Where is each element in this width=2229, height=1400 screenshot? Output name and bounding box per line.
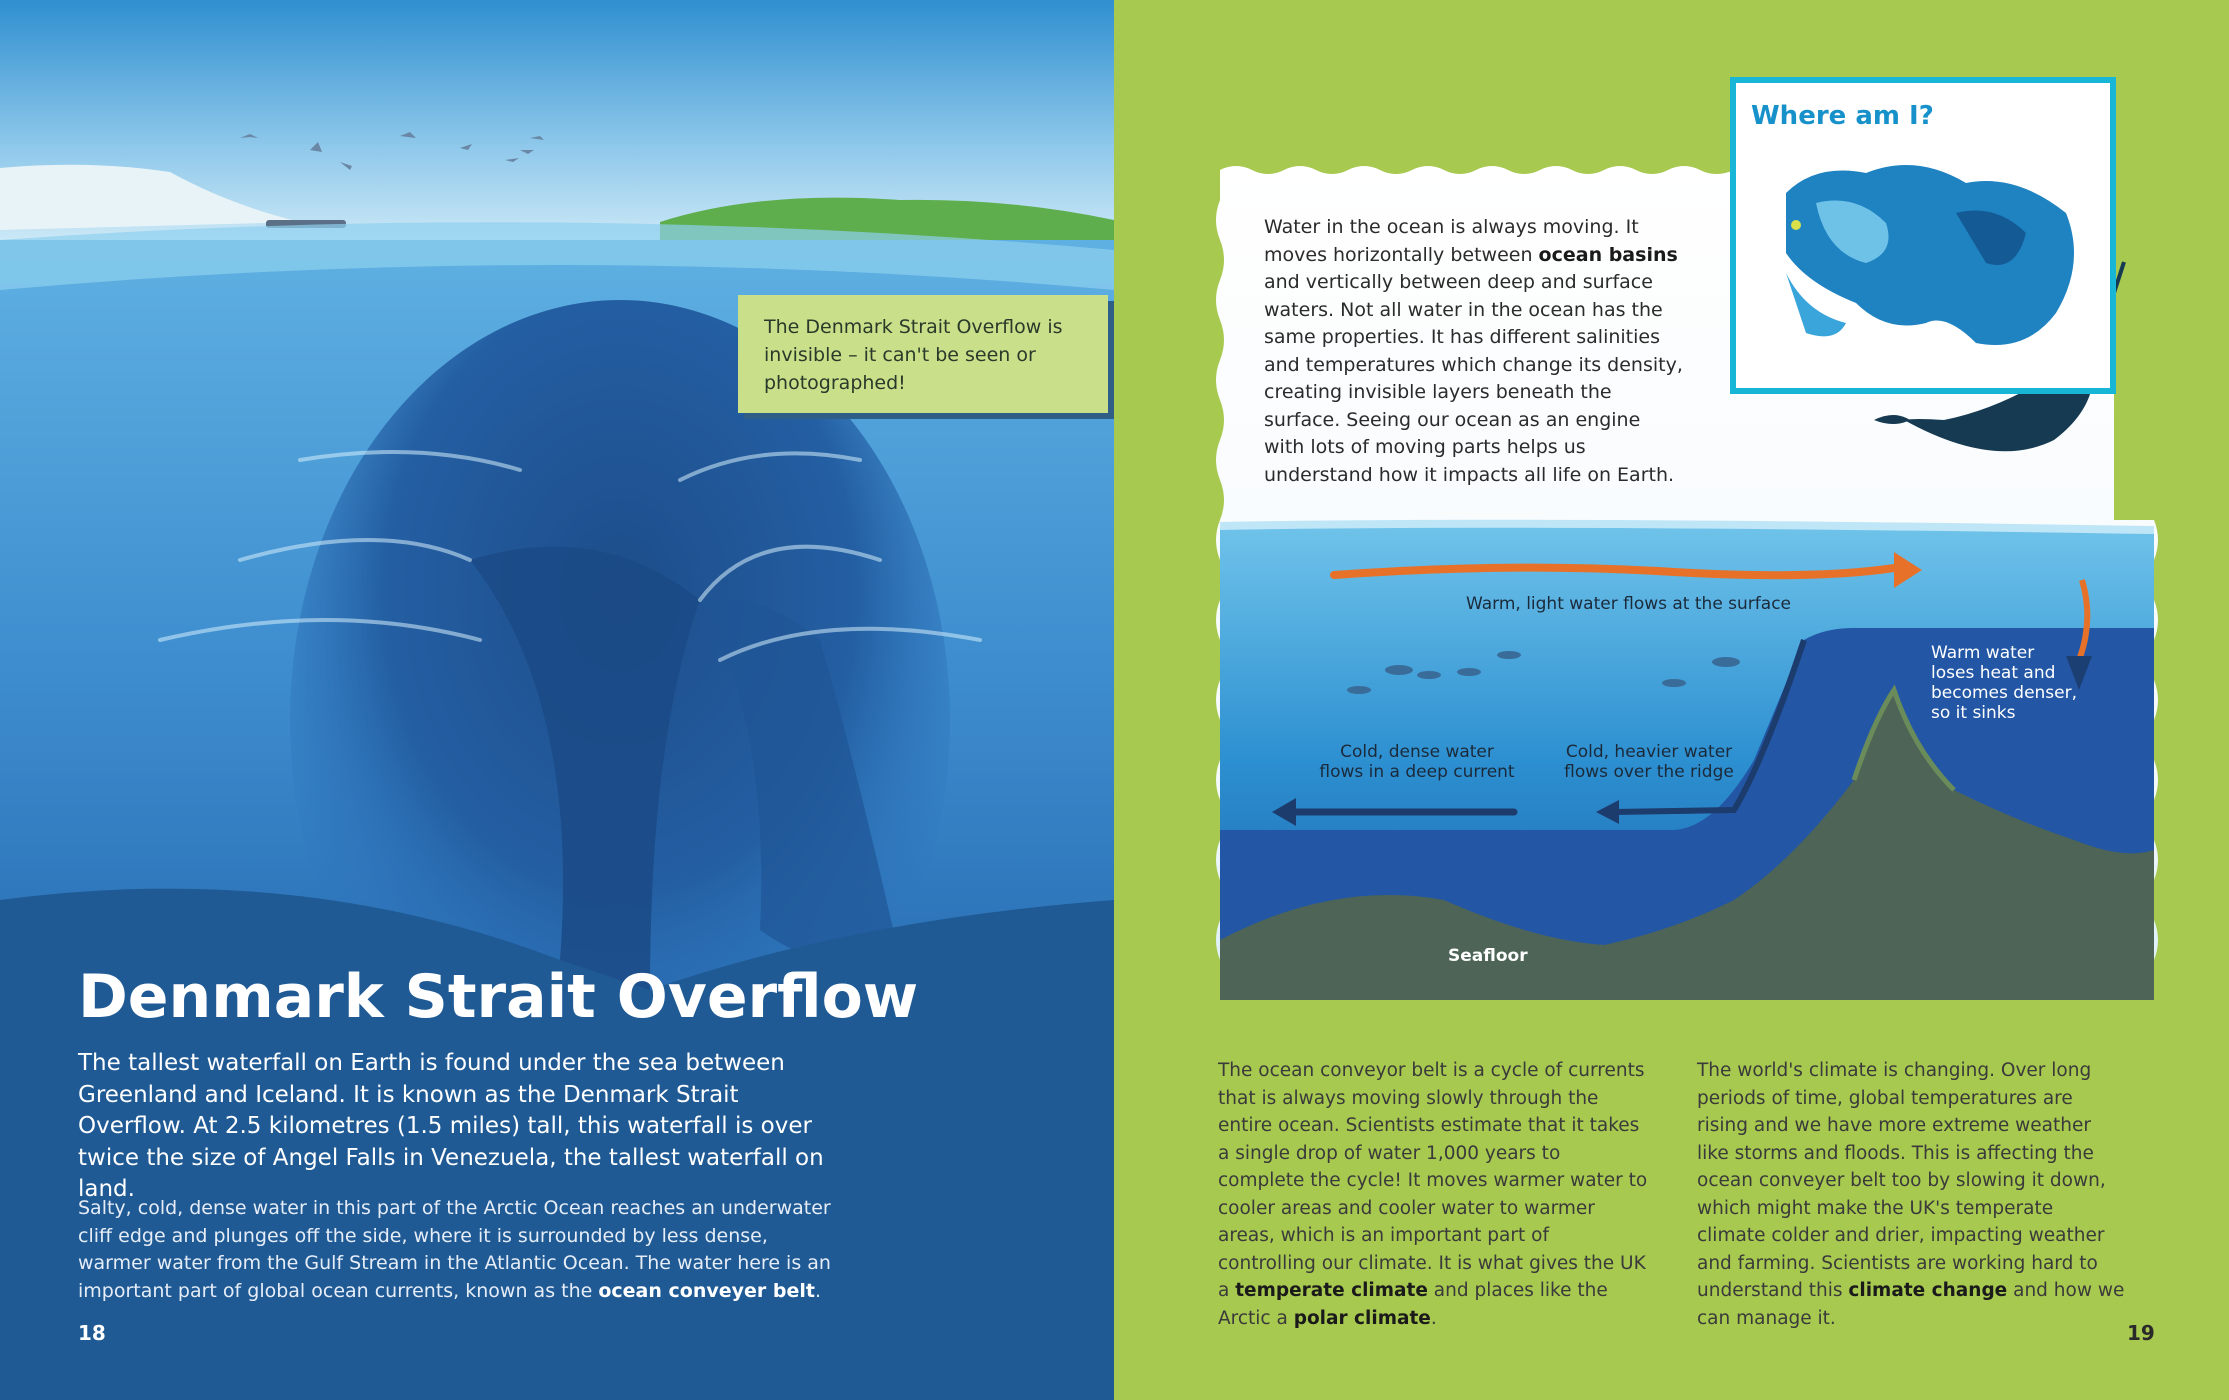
label-seafloor: Seafloor — [1448, 946, 1528, 966]
label-surface-flow: Warm, light water flows at the surface — [1466, 594, 1792, 614]
callout-text: The Denmark Strait Overflow is invisible – it can't be seen or photographed! — [764, 316, 1063, 394]
left-page — [0, 0, 1114, 1400]
body-paragraph: Salty, cold, dense water in this part of the Arctic Ocean reaches an underwater cliff edge and plunges off the side, where it is surrounded by less dense, warmer water from the Gulf Stream in the Atlantic Ocean. The water here is an important part of global ocean currents, known as the ocean conveyer belt. — [78, 1197, 831, 1302]
page-number-left: 18 — [78, 1321, 106, 1345]
right-page — [1114, 0, 2229, 1400]
label-ridge-flow: Cold, heavier water flows over the ridge — [1564, 742, 1734, 782]
label-sinking: Warm water loses heat and becomes denser, so it sinks — [1931, 643, 2078, 723]
callout-box — [738, 295, 1108, 413]
label-deep-current: Cold, dense water flows in a deep current — [1319, 742, 1515, 782]
intro-paragraph: Water in the ocean is always moving. It moves horizontally between ocean basins and vertically between deep and surface waters. Not all water in the ocean has the same properties. It has different salinities and temperatures which change its density, creating invisible layers beneath the surface. Seeing our ocean as an engine with lots of moving parts helps us understand how it impacts all life on Earth. — [1264, 216, 1683, 486]
column-conveyor-belt: The ocean conveyor belt is a cycle of currents that is always moving slowly through the entire ocean. Scientists estimate that it takes a single drop of water 1,000 years to complete the cycle! It moves warmer water to cooler areas and cooler water to warmer areas, which is an important part of controlling our climate. It is what gives the UK a temperate climate and places like the Arctic a polar climate. — [1218, 1060, 1648, 1329]
intro-bold-term: ocean basins — [1538, 243, 1678, 266]
map-title: Where am I? — [1751, 101, 1934, 131]
body-bold-term: ocean conveyer belt — [598, 1279, 815, 1302]
lead-paragraph: The tallest waterfall on Earth is found under the sea between Greenland and Iceland. It is known as the Denmark Strait Overflow. At 2.5 kilometres (1.5 miles) tall, this waterfall is over twice the size of Angel Falls in Venezuela, the tallest waterfall on land. — [78, 1050, 824, 1202]
world-map-graphic — [1746, 133, 2096, 383]
column-climate-change: The world's climate is changing. Over long periods of time, global temperatures are rising and we have more extreme weather like storms and floods. This is affecting the ocean conveyer belt too by slowing it down, which might make the UK's temperate climate colder and drier, impacting weather and farming. Scientists are working hard to understand this climate change and how we can manage it. — [1697, 1060, 2125, 1329]
page-title: Denmark Strait Overflow — [78, 962, 919, 1032]
location-map — [1730, 77, 2116, 394]
page-number-right: 19 — [2127, 1321, 2155, 1345]
